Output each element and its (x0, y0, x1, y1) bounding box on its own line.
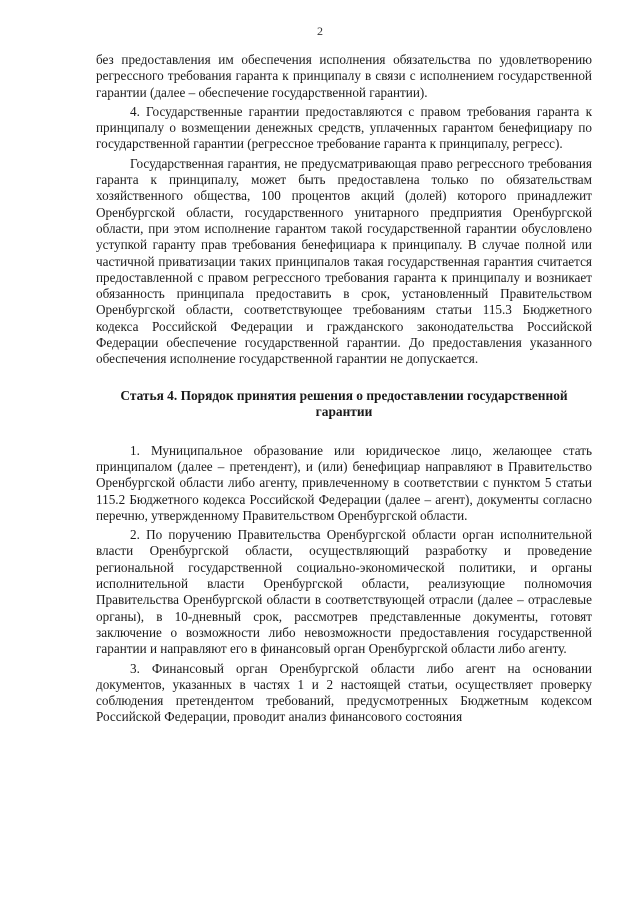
paragraph-article4-1: 1. Муниципальное образование или юридическое лицо, желающее стать принципалом (далее – претендент), и (или) бенефициар направляют в Правительство Оренбургской области либо агенту, привлеченному в соответствии с пунктом 5 статьи 115.2 Бюджетного кодекса Российской Федерации (далее – агент), документы согласно перечню, утвержденному Правительством Оренбургской области. (96, 442, 592, 523)
paragraph-4: 4. Государственные гарантии предоставляются с правом требования гаранта к принципалу о возмещении денежных средств, уплаченных гарантом бенефициару по государственной гарантии (регрессное требование гаранта к принципалу, регресс). (96, 103, 592, 152)
paragraph-article4-3: 3. Финансовый орган Оренбургской области либо агент на основании документов, указанных в частях 1 и 2 настоящей статьи, осуществляет проверку соблюдения претендентом требований, предусмотренных Бюджетным кодексом Российской Федерации, проводит анализ финансового состояния (96, 660, 592, 725)
paragraph-no-regress: Государственная гарантия, не предусматривающая право регрессного требования гаранта к принципалу, может быть предоставлена только по обязательствам хозяйственного общества, 100 процентов акций (долей) которого принадлежит Оренбургской области, государственного унитарного предприятия Оренбургской области, при этом исполнение гарантом такой государственной гарантии обусловлено уступкой гаранту прав требования бенефициара к принципалу. В случае полной или частичной приватизации таких принципалов такая государственная гарантия считается предоставленной с правом регрессного требования гаранта к принципалу и возникает обязанность принципала предоставить в срок, установленный Правительством Оренбургской области, соответствующее требованиям статьи 115.3 Бюджетного кодекса Российской Федерации и гражданского законодательства Российской Федерации обеспечение государственной гарантии. До предоставления указанного обеспечения исполнение государственной гарантии не допускается. (96, 155, 592, 367)
document-body (96, 52, 592, 729)
paragraph-article4-2: 2. По поручению Правительства Оренбургской области орган исполнительной власти Оренбургской области, осуществляющий разработку и проведение региональной государственной социально-экономической политики, и органы исполнительной власти Оренбургской области, реализующие полномочия Правительства Оренбургской области в соответствующей отрасли (далее – отраслевые органы), в 10-дневный срок, рассмотрев представленные документы, готовят заключение о возможности либо невозможности предоставления государственной гарантии и направляют его в финансовый орган Оренбургской области либо агенту. (96, 527, 592, 657)
article-heading: Статья 4. Порядок принятия решения о предоставлении государственной гарантии (120, 387, 568, 420)
paragraph-continuation: без предоставления им обеспечения исполнения обязательства по удовлетворению регрессного требования гаранта к принципалу в связи с исполнением государственной гарантии (далее – обеспечение государственной гарантии). (96, 52, 592, 100)
page-number: 2 (317, 24, 323, 38)
